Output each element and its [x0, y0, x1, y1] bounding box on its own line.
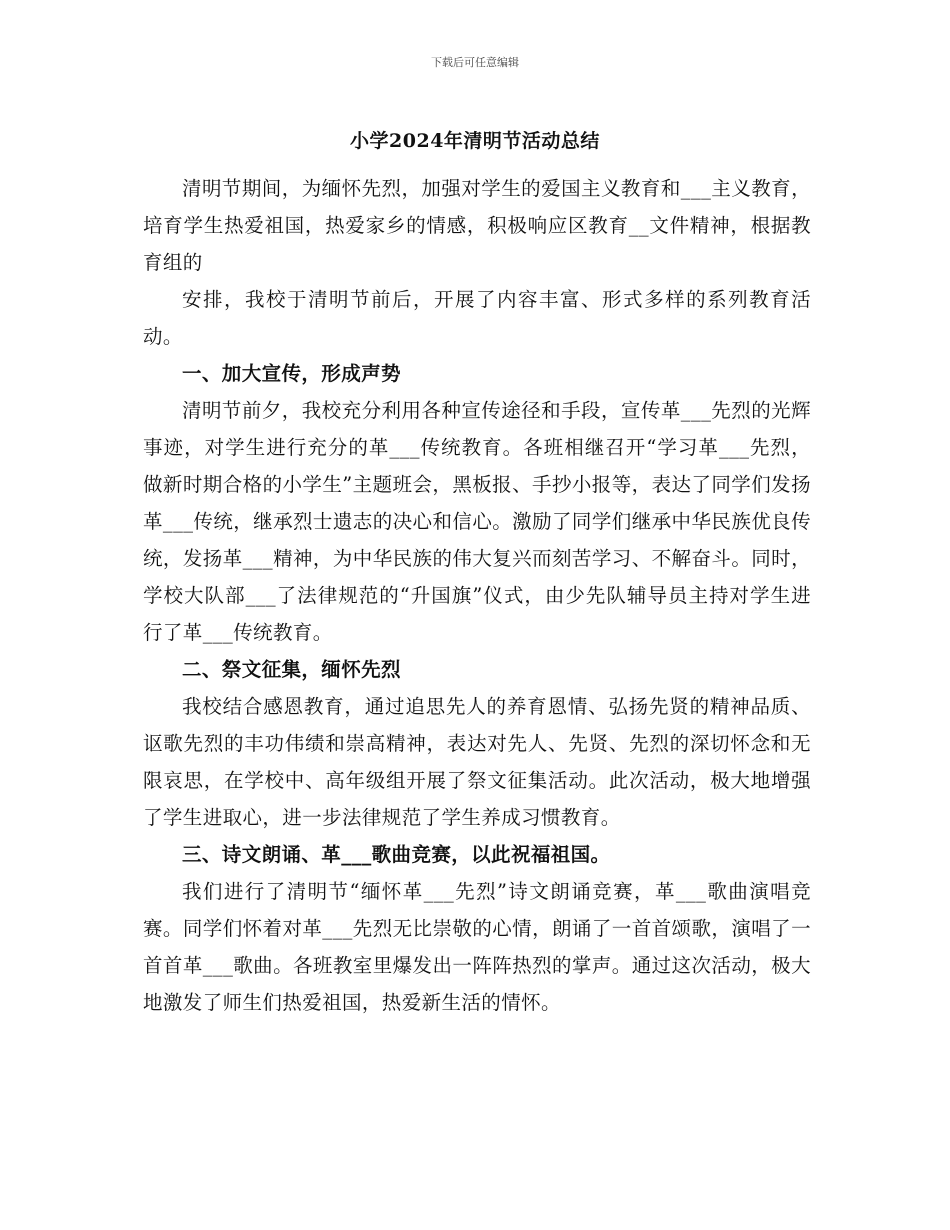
- section-heading-2: 二、祭文征集，缅怀先烈: [182, 658, 401, 681]
- document-body: [143, 170, 811, 1021]
- header-note: 下载后可任意编辑: [431, 56, 519, 69]
- paragraph-section-3: 我们进行了清明节“缅怀革___先烈”诗文朗诵竞赛，革___歌曲演唱竞赛。同学们怀着对革___先烈无比崇敬的心情，朗诵了一首首颂歌，演唱了一首首革___歌曲。各班教室里爆发出一阵阵热烈的掌声。通过这次活动，极大地激发了师生们热爱祖国，热爱新生活的情怀。: [143, 880, 811, 1014]
- paragraph-intro: 清明节期间，为缅怀先烈，加强对学生的爱国主义教育和___主义教育，培育学生热爱祖国，热爱家乡的情感，积极响应区教育__文件精神，根据教育组的: [143, 177, 811, 274]
- paragraph-section-2: 我校结合感恩教育，通过追思先人的养育恩情、弘扬先贤的精神品质、讴歌先烈的丰功伟绩和崇高精神，表达对先人、先贤、先烈的深切怀念和无限哀思，在学校中、高年级组开展了祭文征集活动。此次活动，极大地增强了学生进取心，进一步法律规范了学生养成习惯教育。: [143, 695, 811, 829]
- paragraph-arrangement: 安排，我校于清明节前后，开展了内容丰富、形式多样的系列教育活动。: [143, 288, 811, 348]
- section-heading-3: 三、诗文朗诵、革___歌曲竞赛，以此祝福祖国。: [182, 843, 611, 866]
- section-heading-1: 一、加大宣传，形成声势: [182, 362, 401, 385]
- paragraph-section-1: 清明节前夕，我校充分利用各种宣传途径和手段，宣传革___先烈的光辉事迹，对学生进行充分的革___传统教育。各班相继召开“学习革___先烈，做新时期合格的小学生”主题班会，黑板报、手抄小报等，表达了同学们发扬革___传统，继承烈士遗志的决心和信心。激励了同学们继承中华民族优良传统，发扬革___精神，为中华民族的伟大复兴而刻苦学习、不解奋斗。同时，学校大队部___了法律规范的“升国旗”仪式，由少先队辅导员主持对学生进行了革___传统教育。: [143, 399, 811, 644]
- document-title: 小学2024年清明节活动总结: [350, 130, 600, 152]
